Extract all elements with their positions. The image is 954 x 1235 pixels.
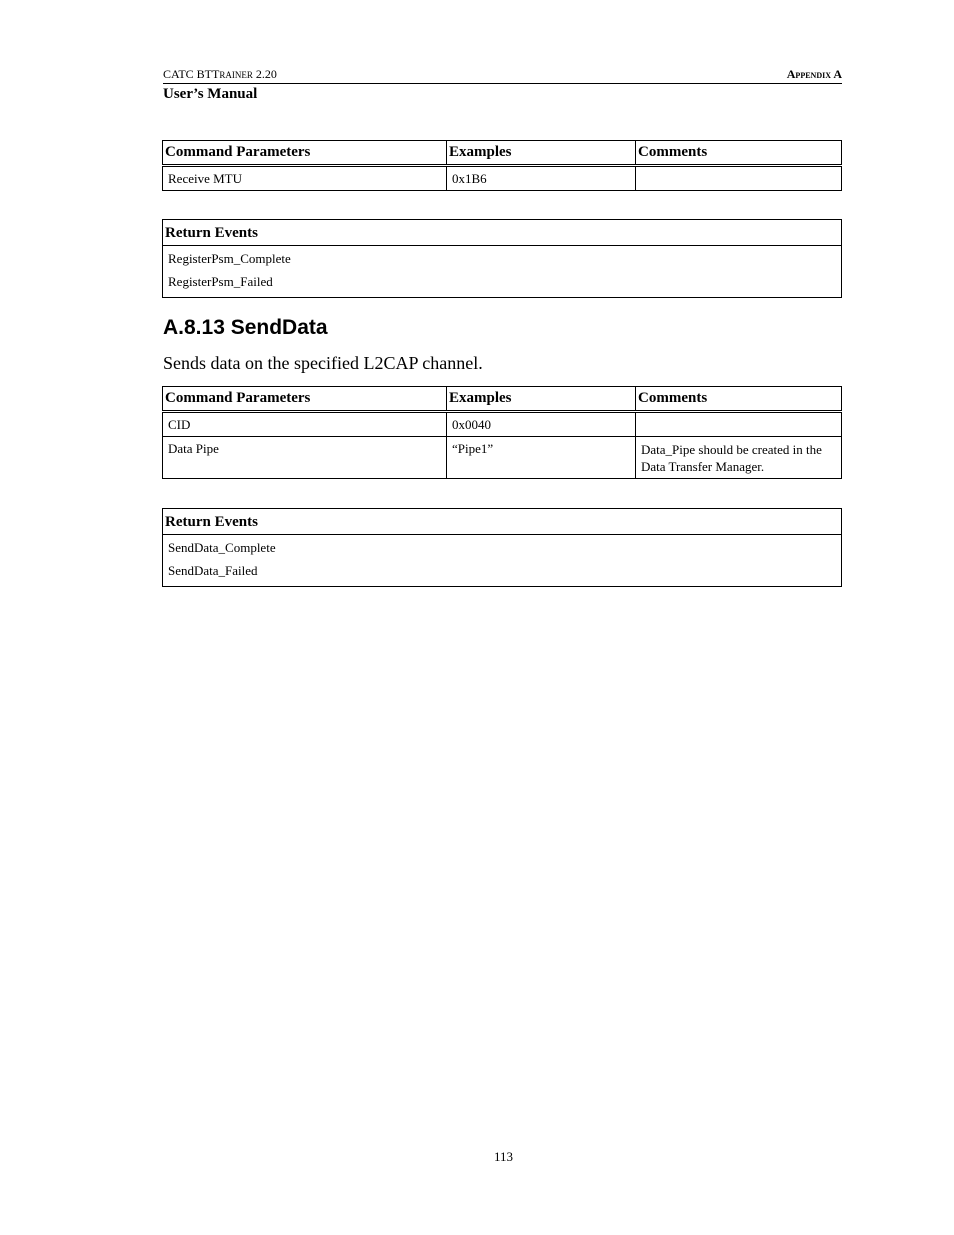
return-events-table-2 (162, 508, 842, 587)
example-cell: 0x1B6 (447, 166, 636, 191)
example-cell: 0x0040 (447, 412, 636, 437)
running-header (163, 66, 842, 84)
column-header: Command Parameters (163, 141, 447, 166)
column-header: Comments (636, 141, 842, 166)
product-name: CATC BTTRAINER 2.20 (163, 67, 277, 81)
event-item: RegisterPsm_Complete (168, 251, 291, 266)
column-header: Command Parameters (163, 387, 447, 412)
page-number: 113 (493, 1149, 514, 1164)
command-parameters-table-2 (162, 386, 842, 479)
example-cell: “Pipe1” (447, 437, 636, 479)
param-cell: CID (163, 412, 447, 437)
comment-cell: Data_Pipe should be created in the Data Transfer Manager. (636, 437, 842, 479)
param-cell: Receive MTU (163, 166, 447, 191)
return-events-title: Return Events (163, 220, 842, 246)
section-description: Sends data on the specified L2CAP channel. (163, 353, 483, 373)
manual-label: User’s Manual (163, 86, 258, 102)
appendix-label: Appendix A (786, 67, 842, 81)
column-header: Examples (447, 387, 636, 412)
column-header: Examples (447, 141, 636, 166)
return-events-title: Return Events (163, 509, 842, 535)
command-parameters-table-1 (162, 140, 842, 191)
return-events-table-1 (162, 219, 842, 298)
event-item: RegisterPsm_Failed (168, 274, 273, 289)
param-cell: Data Pipe (163, 437, 447, 479)
event-item: SendData_Failed (168, 563, 258, 578)
table-row (163, 166, 842, 191)
table-row (163, 437, 842, 479)
comment-cell (636, 166, 842, 191)
section-heading: A.8.13 SendData (163, 316, 328, 339)
table-row (163, 412, 842, 437)
comment-cell (636, 412, 842, 437)
column-header: Comments (636, 387, 842, 412)
event-item: SendData_Complete (168, 540, 276, 555)
